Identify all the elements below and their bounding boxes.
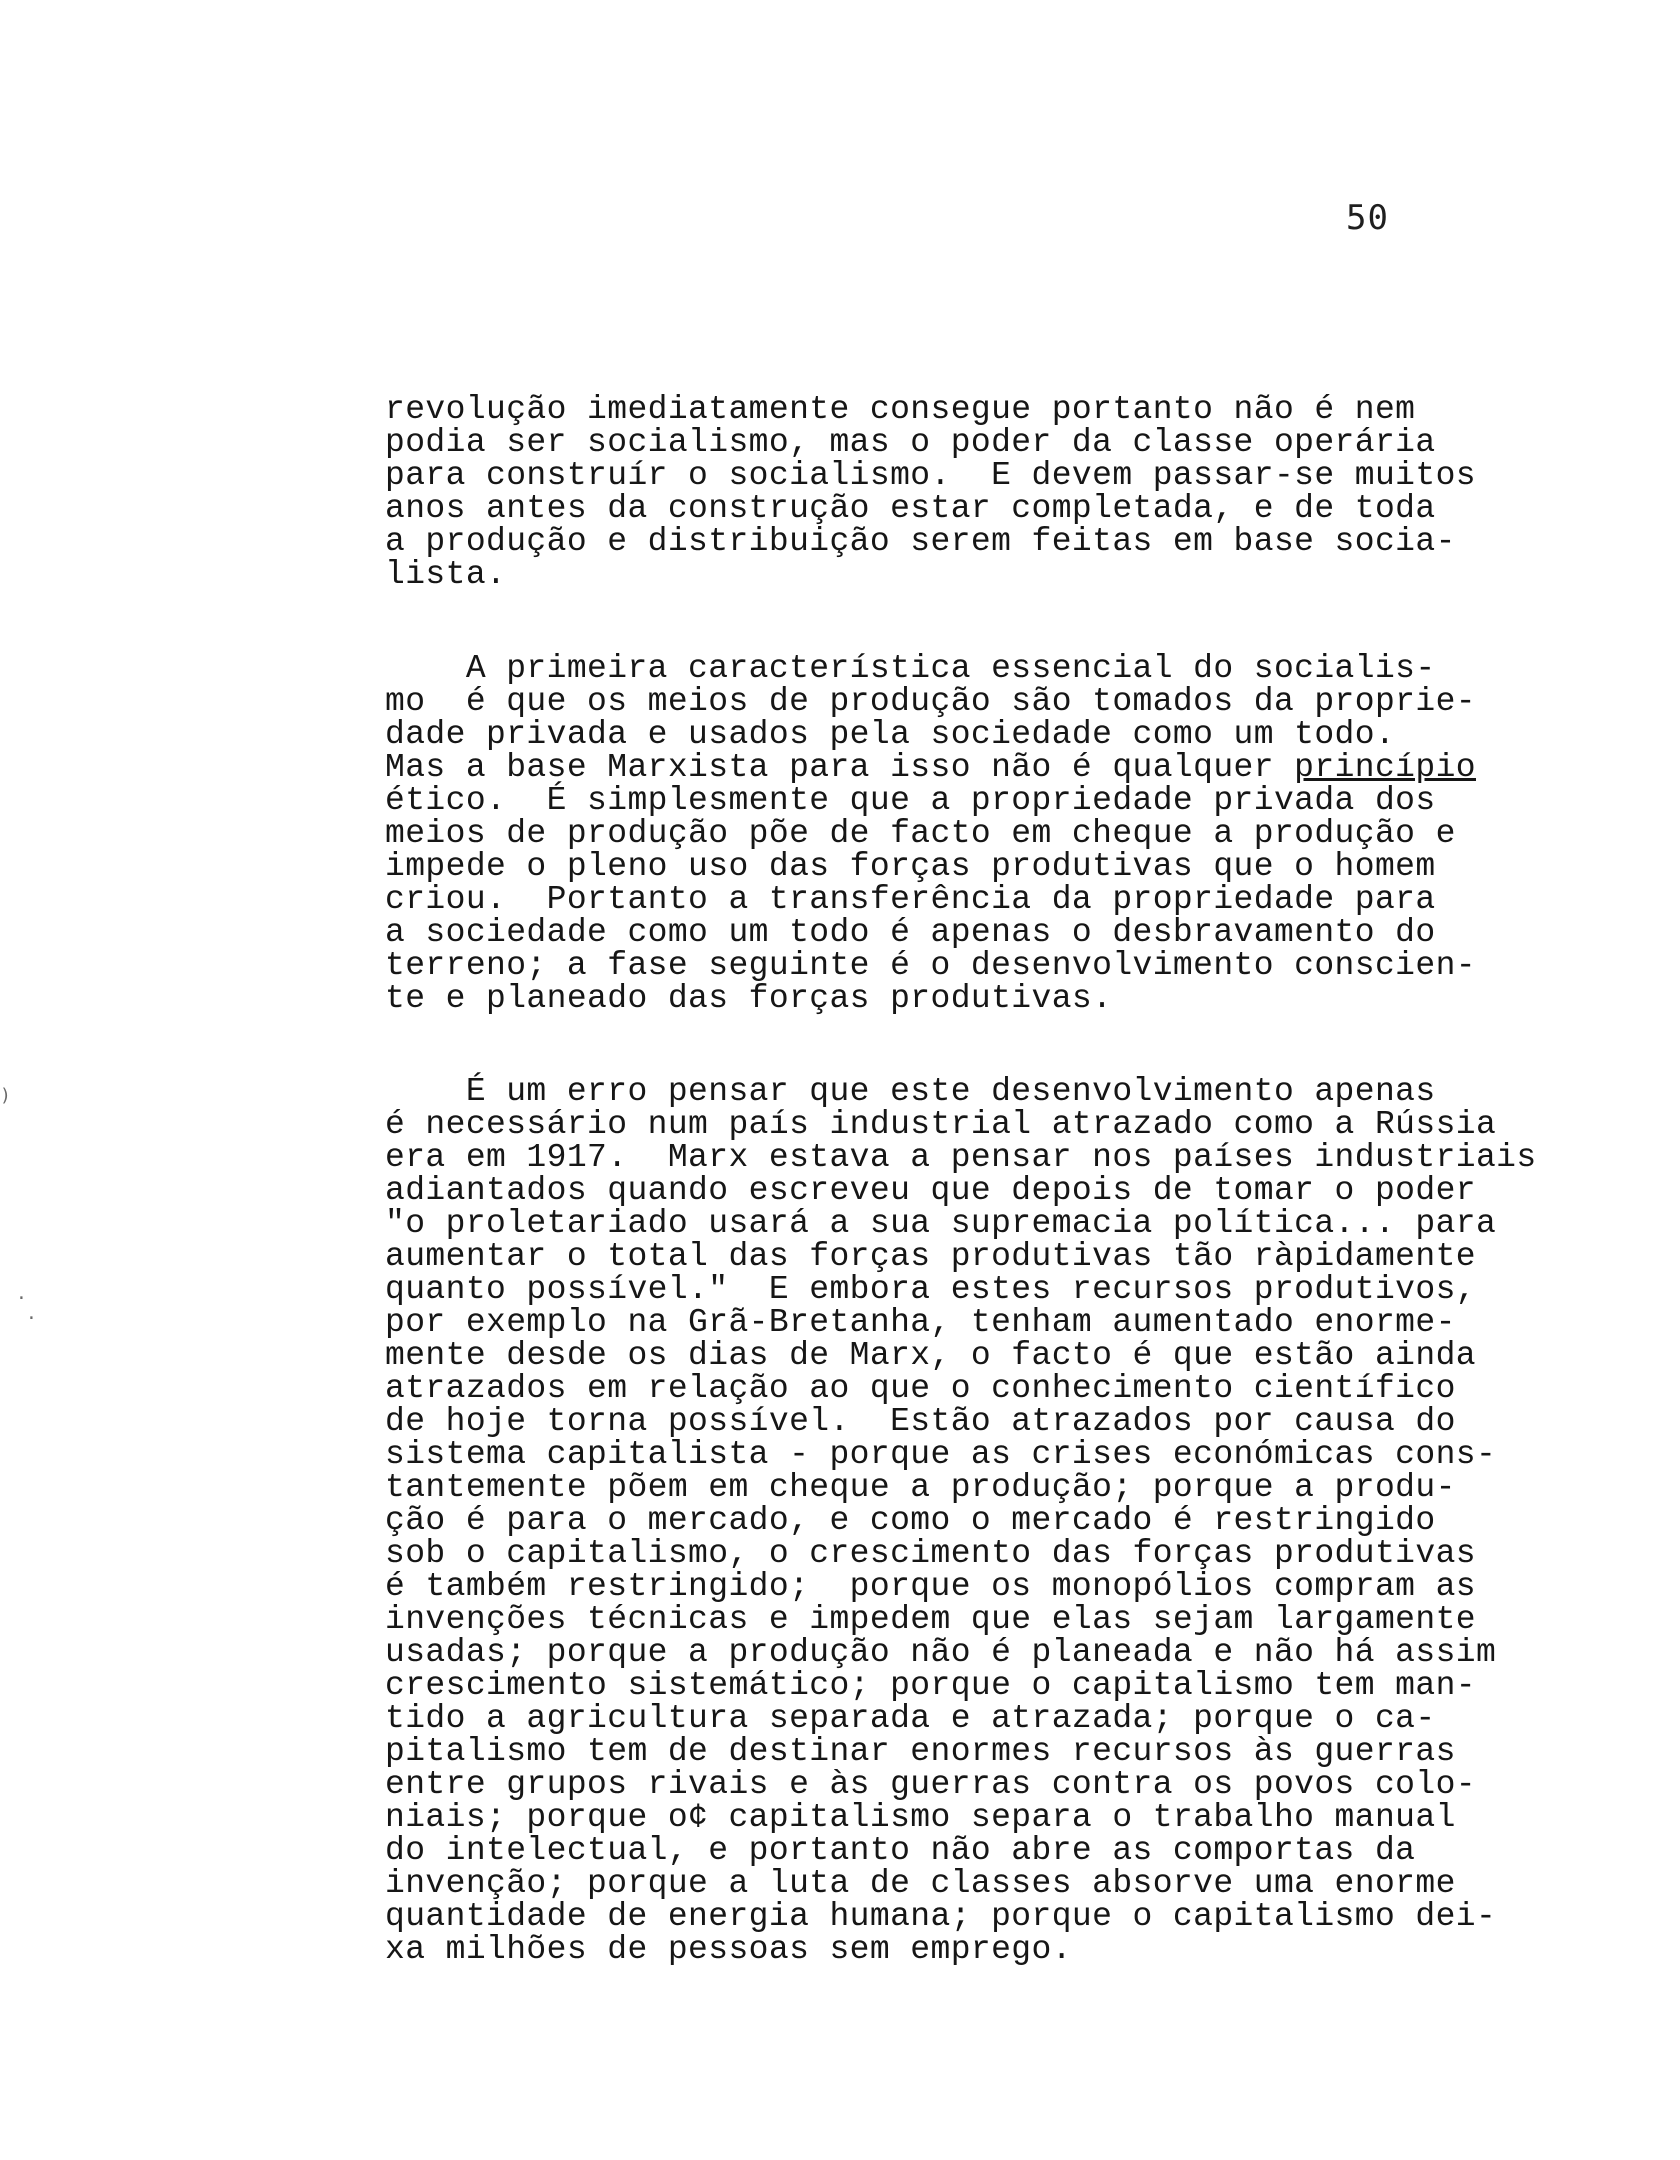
margin-mark: ) — [0, 1085, 11, 1106]
text-segment: Mas a base Marxista para isso não é qualquer — [385, 749, 1295, 786]
text-line: ético. É simplesmente que a propriedade privada dos — [385, 782, 1436, 819]
text-line: atrazados em relação ao que o conhecimento científico — [385, 1370, 1456, 1407]
text-line: mente desde os dias de Marx, o facto é que estão ainda — [385, 1337, 1476, 1374]
page-number: 50 — [1346, 198, 1389, 238]
underlined-word: princípio — [1294, 749, 1476, 786]
text-line: impede o pleno uso das forças produtivas que o homem — [385, 848, 1436, 885]
text-line: criou. Portanto a transferência da propriedade para — [385, 881, 1436, 918]
text-line: lista. — [385, 556, 507, 593]
text-line: tido a agricultura separada e atrazada; porque o ca- — [385, 1700, 1436, 1737]
text-line — [385, 751, 1476, 784]
text-line: invenção; porque a luta de classes absorve uma enorme — [385, 1865, 1456, 1902]
text-line: para construír o socialismo. E devem passar-se muitos — [385, 457, 1476, 494]
text-line: meios de produção põe de facto em cheque a produção e — [385, 815, 1456, 852]
paragraph — [385, 393, 1476, 591]
text-line: aumentar o total das forças produtivas tão ràpidamente — [385, 1238, 1476, 1275]
text-line: niais; porque o¢ capitalismo separa o trabalho manual — [385, 1799, 1456, 1836]
text-line: era em 1917. Marx estava a pensar nos países industriais — [385, 1139, 1537, 1176]
text-line: pitalismo tem de destinar enormes recursos às guerras — [385, 1733, 1456, 1770]
text-line: te e planeado das forças produtivas. — [385, 980, 1113, 1017]
text-line: a produção e distribuição serem feitas em base socia- — [385, 523, 1456, 560]
text-line: usadas; porque a produção não é planeada e não há assim — [385, 1634, 1497, 1671]
text-line: entre grupos rivais e às guerras contra os povos colo- — [385, 1766, 1476, 1803]
text-line: ção é para o mercado, e como o mercado é restringido — [385, 1502, 1436, 1539]
text-line: É um erro pensar que este desenvolvimento apenas — [385, 1073, 1436, 1110]
text-line: terreno; a fase seguinte é o desenvolvimento conscien- — [385, 947, 1476, 984]
text-line: revolução imediatamente consegue portanto não é nem — [385, 391, 1416, 428]
text-line: crescimento sistemático; porque o capitalismo tem man- — [385, 1667, 1476, 1704]
text-line: tantemente põem em cheque a produção; porque a produ- — [385, 1469, 1456, 1506]
text-line: A primeira característica essencial do socialis- — [385, 650, 1436, 687]
margin-mark: · — [16, 1288, 27, 1309]
text-line: mo é que os meios de produção são tomados da proprie- — [385, 683, 1476, 720]
text-line: podia ser socialismo, mas o poder da classe operária — [385, 424, 1436, 461]
text-line: "o proletariado usará a sua supremacia política... para — [385, 1205, 1497, 1242]
paragraph — [385, 652, 1476, 1015]
text-line: quanto possível." E embora estes recursos produtivos, — [385, 1271, 1476, 1308]
text-line: sistema capitalista - porque as crises económicas cons- — [385, 1436, 1497, 1473]
text-line: do intelectual, e portanto não abre as comportas da — [385, 1832, 1416, 1869]
text-line: é necessário num país industrial atrazado como a Rússia — [385, 1106, 1497, 1143]
margin-mark: · — [26, 1308, 37, 1329]
text-line: por exemplo na Grã-Bretanha, tenham aumentado enorme- — [385, 1304, 1456, 1341]
text-line: anos antes da construção estar completada, e de toda — [385, 490, 1436, 527]
text-line: xa milhões de pessoas sem emprego. — [385, 1931, 1072, 1968]
text-line: invenções técnicas e impedem que elas sejam largamente — [385, 1601, 1476, 1638]
text-line: quantidade de energia humana; porque o capitalismo dei- — [385, 1898, 1497, 1935]
text-line: a sociedade como um todo é apenas o desbravamento do — [385, 914, 1436, 951]
text-line: de hoje torna possível. Estão atrazados por causa do — [385, 1403, 1456, 1440]
text-line: dade privada e usados pela sociedade como um todo. — [385, 716, 1396, 753]
paragraph — [385, 1075, 1537, 1966]
text-line: adiantados quando escreveu que depois de tomar o poder — [385, 1172, 1476, 1209]
text-line: sob o capitalismo, o crescimento das forças produtivas — [385, 1535, 1476, 1572]
text-line: é também restringido; porque os monopólios compram as — [385, 1568, 1476, 1605]
